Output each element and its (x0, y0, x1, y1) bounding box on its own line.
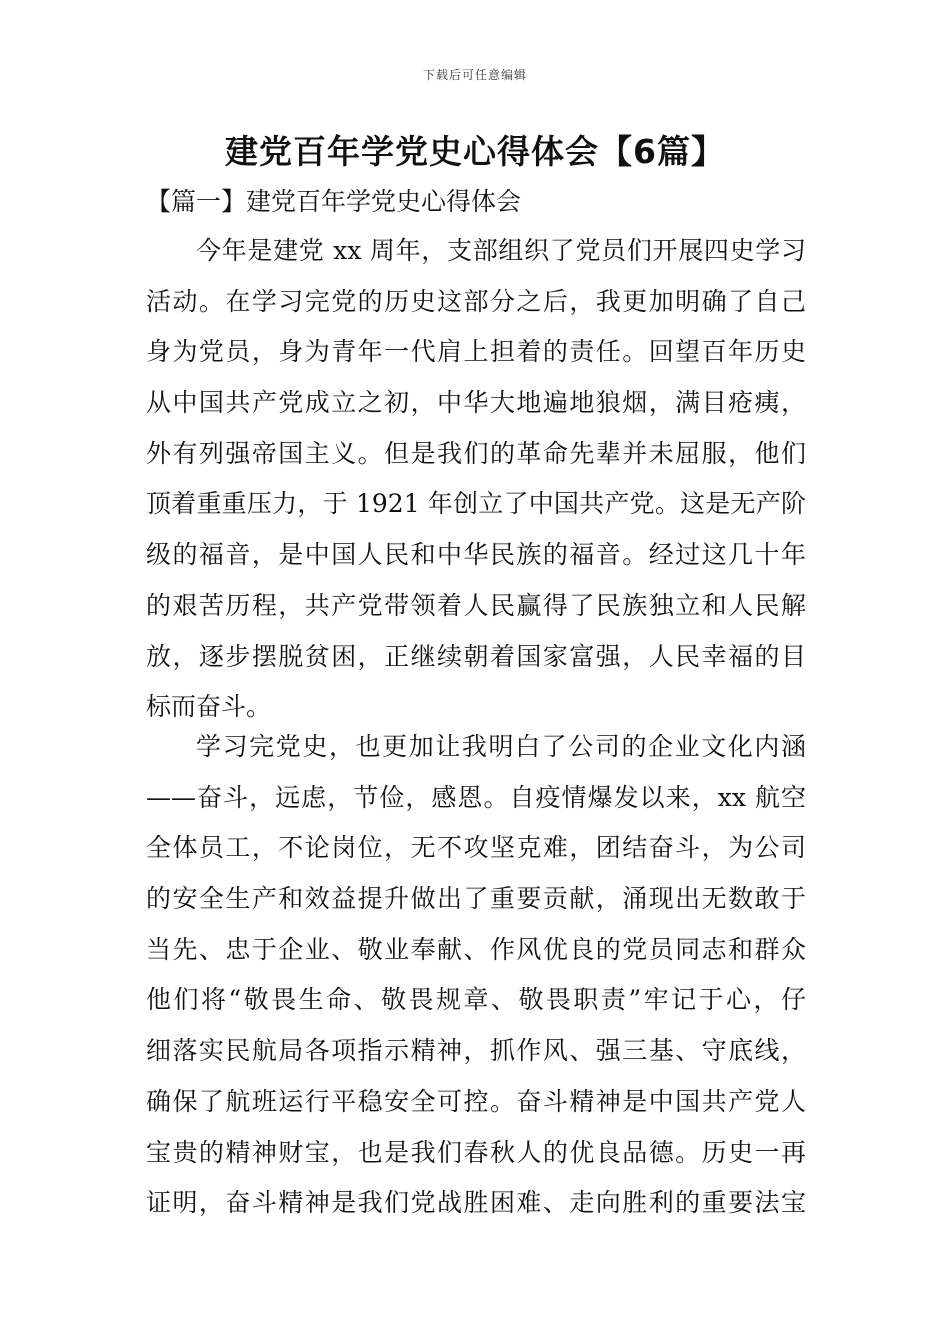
paragraph-line: 活动。在学习完党的历史这部分之后，我更加明确了自己 (146, 286, 806, 316)
paragraph-1 (146, 226, 806, 733)
document-title: 建党百年学党史心得体会【6篇】 (225, 132, 725, 171)
paragraph-line: 标而奋斗。 (146, 692, 272, 722)
paragraph-line: 宝贵的精神财宝，也是我们春秋人的优良品德。历史一再 (146, 1137, 806, 1167)
paragraph-line: 放，逐步摆脱贫困，正继续朝着国家富强，人民幸福的目 (146, 641, 806, 671)
paragraph-line: 细落实民航局各项指示精神，抓作风、强三基、守底线， (146, 1036, 806, 1066)
paragraph-line: 从中国共产党成立之初，中华大地遍地狼烟，满目疮痍， (146, 388, 806, 418)
paragraph-line: ——奋斗，远虑，节俭，感恩。自疫情爆发以来，xx 航空 (146, 782, 806, 812)
section-heading: 【篇一】建党百年学党史心得体会 (146, 187, 522, 216)
paragraph-2 (146, 722, 806, 1229)
paragraph-line: 确保了航班运行平稳安全可控。奋斗精神是中国共产党人 (146, 1086, 806, 1116)
paragraph-line: 身为党员，身为青年一代肩上担着的责任。回望百年历史 (146, 337, 806, 367)
paragraph-line: 当先、忠于企业、敬业奉献、作风优良的党员同志和群众 (146, 934, 806, 964)
paragraph-line: 外有列强帝国主义。但是我们的革命先辈并未屈服，他们 (146, 438, 806, 468)
paragraph-line: 的安全生产和效益提升做出了重要贡献，涌现出无数敢于 (146, 884, 806, 914)
paragraph-line: 今年是建党 xx 周年，支部组织了党员们开展四史学习 (196, 236, 806, 265)
paragraph-line: 学习完党史，也更加让我明白了公司的企业文化内涵 (196, 732, 806, 761)
paragraph-line: 顶着重重压力，于 1921 年创立了中国共产党。这是无产阶 (146, 489, 806, 519)
paragraph-line: 他们将“敬畏生命、敬畏规章、敬畏职责”牢记于心，仔 (146, 985, 806, 1015)
paragraph-line: 证明，奋斗精神是我们党战胜困难、走向胜利的重要法宝 (146, 1188, 806, 1218)
paragraph-line: 级的福音，是中国人民和中华民族的福音。经过这几十年 (146, 540, 806, 570)
header-note: 下载后可任意编辑 (422, 68, 527, 82)
paragraph-line: 全体员工，不论岗位，无不攻坚克难，团结奋斗，为公司 (146, 833, 806, 863)
paragraph-line: 的艰苦历程，共产党带领着人民赢得了民族独立和人民解 (146, 590, 806, 620)
